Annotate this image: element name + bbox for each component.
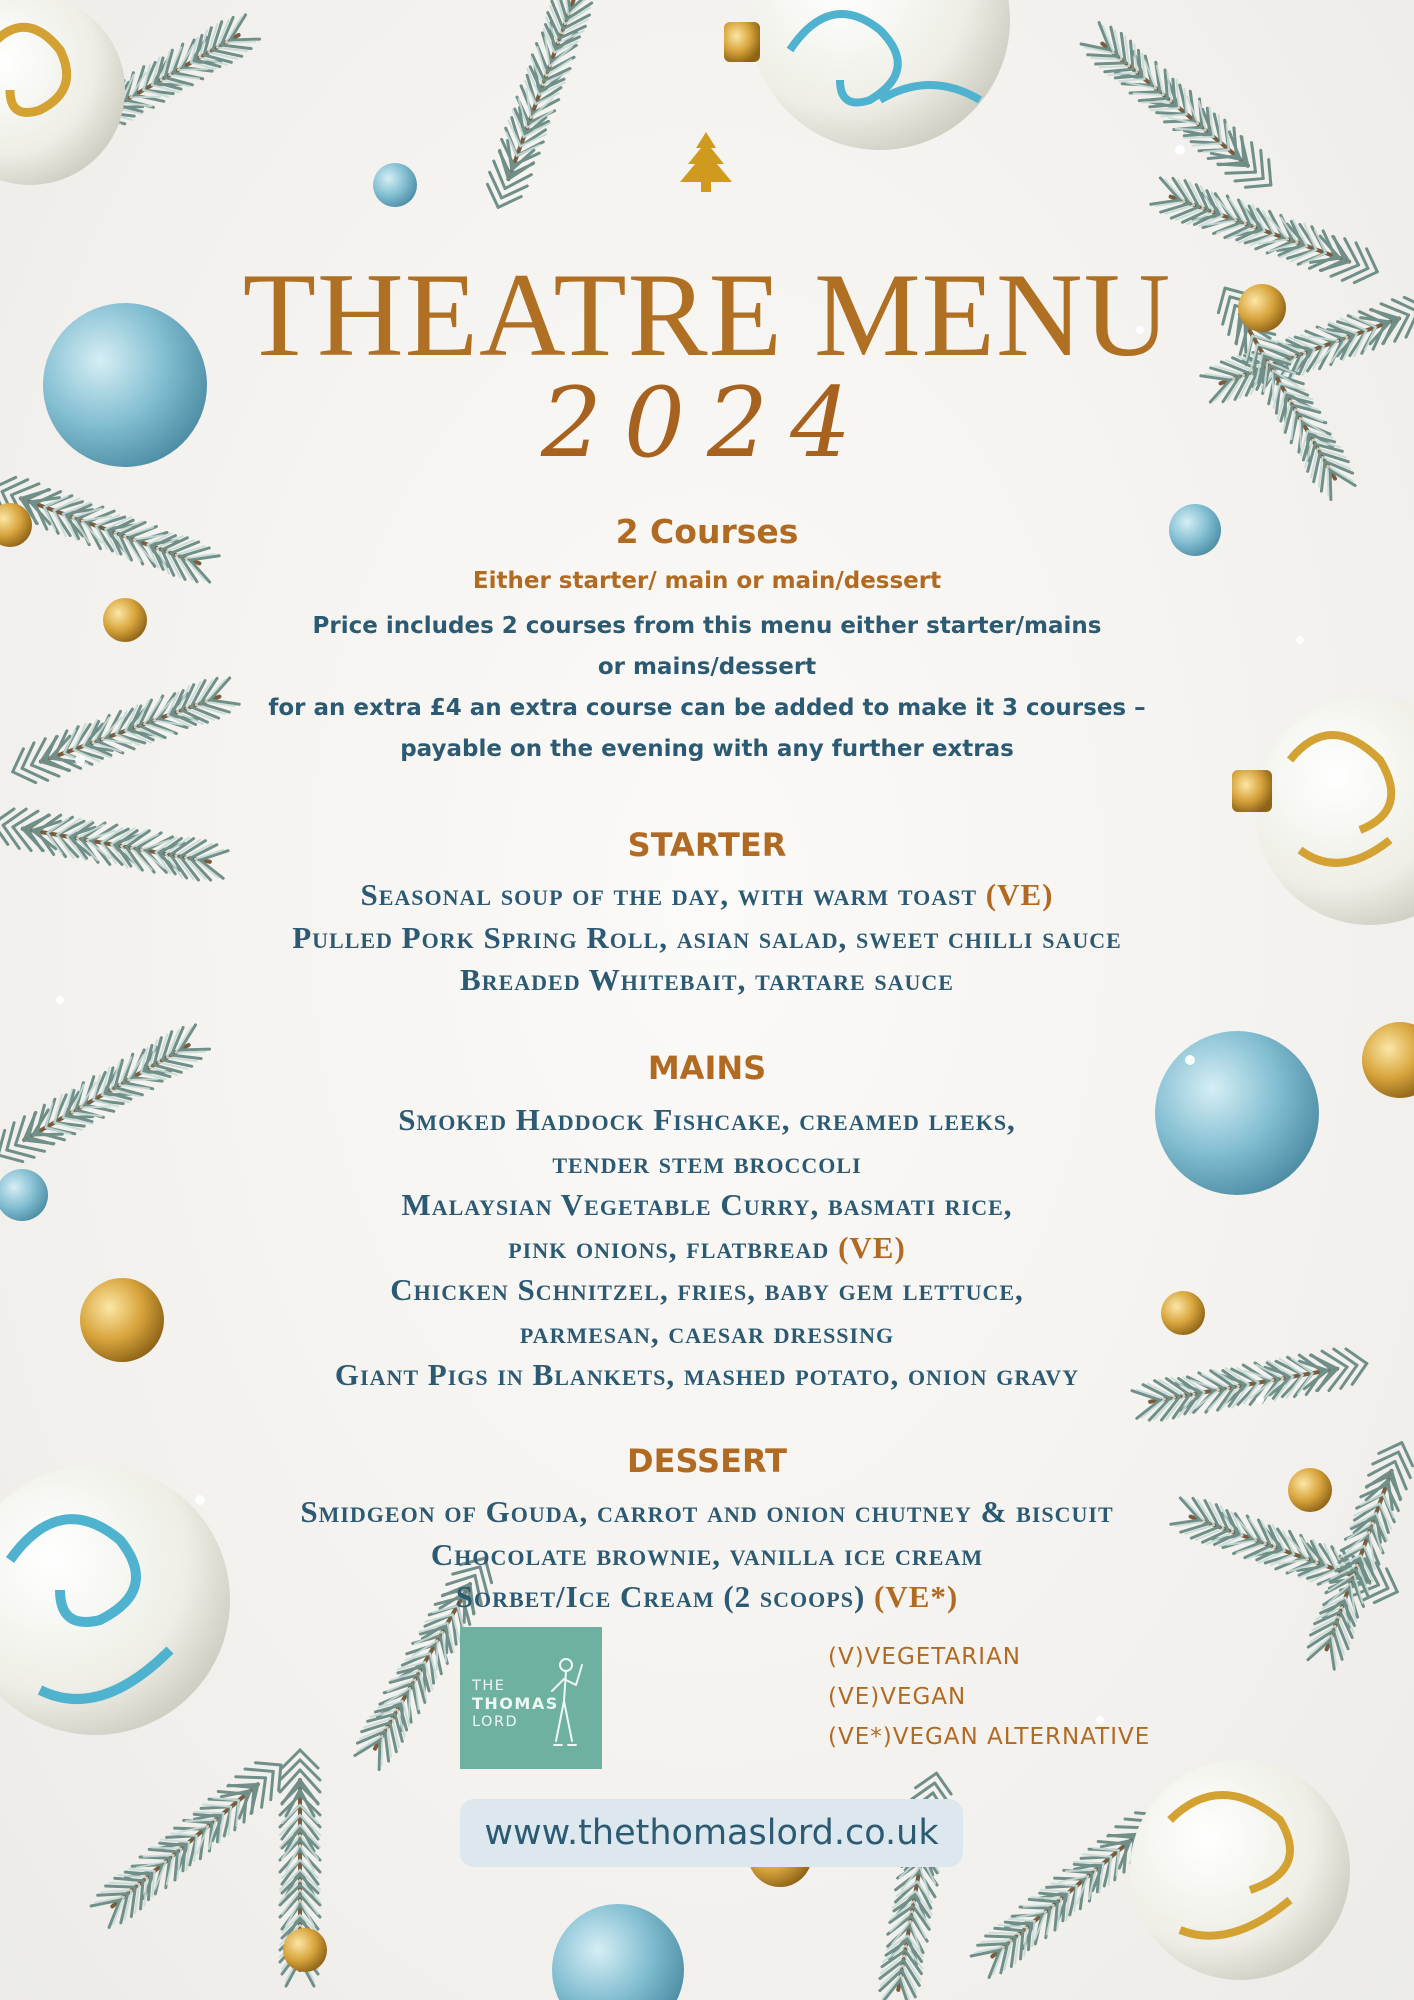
dessert-heading: DESSERT (627, 1442, 787, 1480)
logo-text: THOMAS (472, 1694, 559, 1713)
menu-item-text: Smidgeon of Gouda, carrot and onion chutney & biscuit (300, 1494, 1114, 1529)
menu-item-text: Giant Pigs in Blankets, mashed potato, onion gravy (334, 1357, 1080, 1392)
legend-item: (VE)VEGAN (828, 1684, 967, 1710)
menu-item (0, 1534, 1414, 1577)
menu-item-text: Smoked Haddock Fishcake, creamed leeks, (398, 1102, 1016, 1137)
logo-text: THE (472, 1678, 506, 1694)
menu-item (0, 1576, 1414, 1619)
christmas-tree-icon (664, 130, 748, 206)
menu-item (0, 1142, 1414, 1185)
menu-item (0, 1099, 1414, 1142)
menu-item (0, 1312, 1414, 1355)
menu-item-text: pink onions, flatbread (508, 1229, 830, 1265)
menu-item (0, 874, 1414, 917)
diet-tag: (VE) (838, 1229, 906, 1265)
website-link[interactable]: www.thethomaslord.co.uk (460, 1799, 963, 1867)
diet-tag: (VE*) (874, 1579, 959, 1614)
menu-item-text: Chocolate brownie, vanilla ice cream (430, 1536, 984, 1572)
menu-item (0, 917, 1414, 960)
dessert-list (0, 1491, 1414, 1619)
menu-item-text: Sorbet/Ice Cream (2 scoops) (455, 1579, 866, 1614)
menu-item-text: parmesan, caesar dressing (519, 1314, 895, 1350)
courses-option: Either starter/ main or main/dessert (472, 568, 942, 594)
menu-item-text: Breaded Whitebait, tartare sauce (460, 962, 954, 997)
starter-list (0, 874, 1414, 1002)
starter-heading: STARTER (627, 826, 787, 864)
menu-item-text: Pulled Pork Spring Roll, asian salad, sweet chilli sauce (292, 919, 1122, 955)
menu-item-text: Chicken Schnitzel, fries, baby gem lettuce, (390, 1272, 1024, 1307)
logo-text: LORD (472, 1714, 519, 1730)
thomas-lord-logo (460, 1627, 602, 1769)
mains-heading: MAINS (647, 1049, 767, 1087)
legend-item: (V)VEGETARIAN (828, 1644, 1022, 1670)
courses-heading: 2 Courses (615, 512, 799, 551)
legend-item: (VE*)VEGAN ALTERNATIVE (828, 1724, 1151, 1750)
menu-item (0, 1184, 1414, 1227)
price-info-line: for an extra £4 an extra course can be added to make it 3 courses – (268, 695, 1146, 721)
price-info-line: payable on the evening with any further extras (400, 736, 1014, 762)
menu-item-text: Seasonal soup of the day, with warm toast (360, 877, 978, 912)
menu-item (0, 959, 1414, 1002)
menu-item (0, 1227, 1414, 1270)
menu-item (0, 1269, 1414, 1312)
menu-item (0, 1354, 1414, 1397)
mains-list (0, 1099, 1414, 1397)
menu-item-text: tender stem broccoli (552, 1144, 862, 1180)
menu-year: 2024 (540, 367, 874, 479)
price-info (0, 606, 1414, 770)
menu-title: THEATRE MENU (242, 248, 1172, 381)
cricketer-icon (542, 1655, 588, 1751)
diet-tag: (VE) (985, 877, 1054, 912)
dietary-legend (828, 1637, 1150, 1757)
price-info-line: Price includes 2 courses from this menu either starter/mains (312, 613, 1102, 639)
price-info-line: or mains/dessert (597, 654, 817, 680)
menu-item (0, 1491, 1414, 1534)
menu-item-text: Malaysian Vegetable Curry, basmati rice, (401, 1187, 1013, 1222)
